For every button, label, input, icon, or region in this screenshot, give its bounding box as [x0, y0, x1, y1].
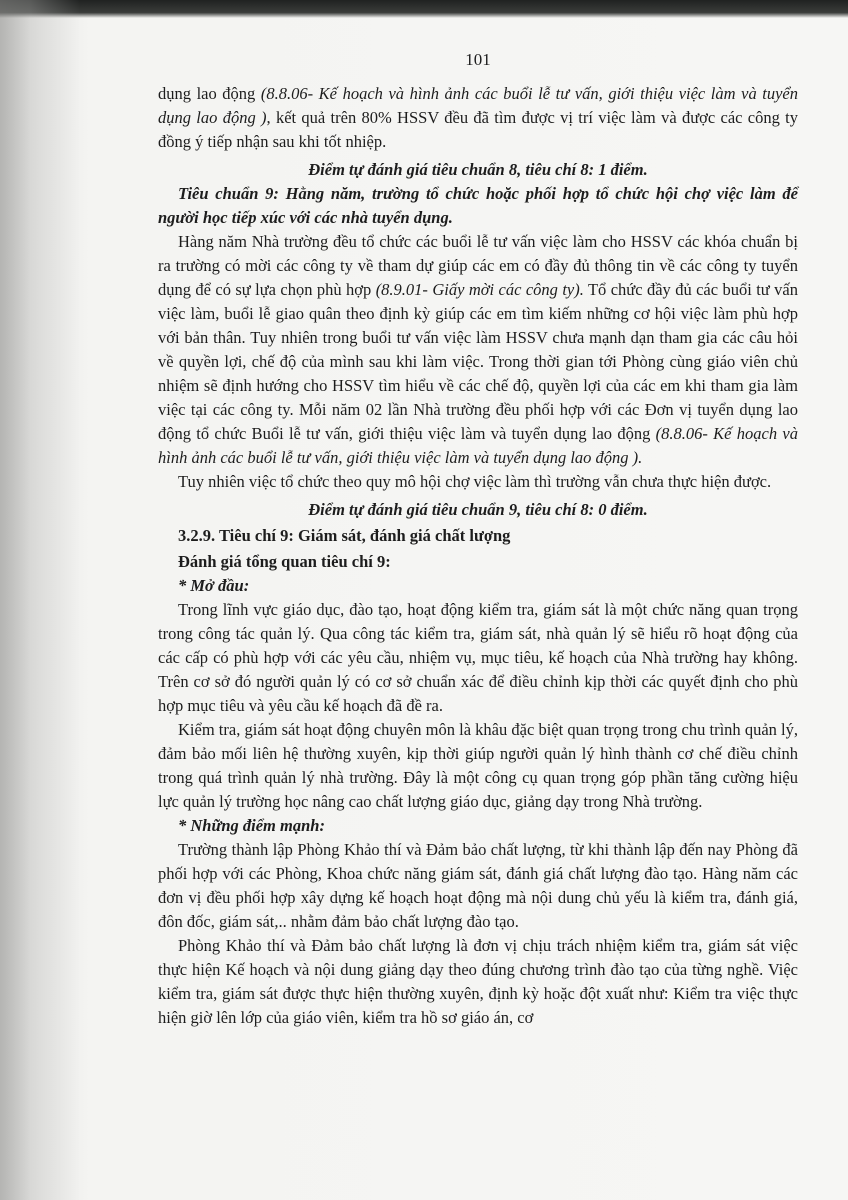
subsection-heading: * Những điểm mạnh: — [178, 816, 325, 835]
citation-text: (8.9.01- Giấy mời các công ty). — [375, 280, 584, 299]
scanner-edge — [0, 0, 848, 18]
self-assessment-score: Điểm tự đánh giá tiêu chuẩn 9, tiêu chí 8: 0 điểm. — [308, 500, 648, 519]
body-text: Tuy nhiên việc tổ chức theo quy mô hội chợ việc làm thì trường vẫn chưa thực hiện được. — [178, 472, 772, 491]
paragraph — [158, 230, 798, 470]
body-text: , kết quả trên 80% HSSV đều đã tìm được vị trí việc làm và được các công ty đồng ý tiếp nhận sau khi tốt nhiệp. — [158, 108, 798, 151]
body-text: dụng lao động — [158, 84, 261, 103]
section-heading: Đánh giá tổng quan tiêu chí 9: — [178, 552, 391, 571]
paragraph — [158, 718, 798, 814]
paragraph — [158, 470, 798, 494]
page-number: 101 — [465, 50, 491, 69]
paragraph — [158, 82, 798, 154]
body-text: Phòng Khảo thí và Đảm bảo chất lượng là đơn vị chịu trách nhiệm kiểm tra, giám sát việc thực hiện Kế hoạch và nội dung giảng dạy theo đúng chương trình đào tạo của từng nghề. Việc kiểm tra, giám sát được thực hiện thường xuyên, định kỳ hoặc đột xuất như: Kiểm tra việc thực hiện giờ lên lớp của giáo viên, kiểm tra hồ sơ giáo án, cơ — [158, 936, 798, 1027]
page-content — [158, 48, 798, 1030]
body-text: Trong lĩnh vực giáo dục, đào tạo, hoạt động kiểm tra, giám sát là một chức năng quan trọng trong công tác quản lý. Qua công tác kiểm tra, giám sát, nhà quản lý sẽ hiểu rõ hoạt động của các cấp có phù hợp với các yêu cầu, nhiệm vụ, mục tiêu, kế hoạch của Nhà trường hay không. Trên cơ sở đó người quản lý có cơ sở chuẩn xác để điều chỉnh kịp thời các quyết định cho phù hợp mục tiêu và yêu cầu kế hoạch đã đề ra. — [158, 600, 798, 715]
self-assessment-score: Điểm tự đánh giá tiêu chuẩn 8, tiêu chí 8: 1 điểm. — [308, 160, 648, 179]
body-text: Tổ chức đầy đủ các buổi tư vấn việc làm, buổi lễ giao quân theo định kỳ giúp các em tìm kiếm những cơ hội việc làm phù hợp với bản thân. Tuy nhiên trong buổi tư vấn việc làm HSSV chưa mạnh dạn tham gia các câu hỏi về quyền lợi, chế độ của mình sau khi làm việc. Trong thời gian tới Phòng cùng giáo viên chủ nhiệm sẽ định hướng cho HSSV tìm hiểu về các chế độ, quyền lợi của các em khi tham gia làm việc tại các công ty. Mỗi năm 02 lần Nhà trường đều phối hợp với các Đơn vị tuyển dụng lao động tổ chức Buổi lễ tư vấn, giới thiệu việc làm và tuyển dụng lao động — [158, 280, 798, 443]
body-text: Kiểm tra, giám sát hoạt động chuyên môn là khâu đặc biệt quan trọng trong chu trình quản lý, đảm bảo mối liên hệ thường xuyên, kịp thời giúp người quản lý hình thành cơ chế điều chỉnh trong quá trình quản lý nhà trường. Đây là một công cụ quan trọng góp phần tăng cường hiệu lực quản lý trường học nâng cao chất lượng giáo dục, giảng dạy trong Nhà trường. — [158, 720, 798, 811]
section-heading: 3.2.9. Tiêu chí 9: Giám sát, đánh giá chất lượng — [178, 526, 511, 545]
body-text: Hàng năm Nhà trường đều tổ chức các buổi lễ tư vấn việc làm cho HSSV các khóa chuẩn bị ra trường có mời các công ty về tham dự giúp các em có đầy đủ thông tin về các công ty tuyển dụng để có sự lựa chọn phù hợp — [158, 232, 798, 299]
subsection-heading: * Mở đầu: — [178, 576, 250, 595]
standard-heading: Tiêu chuẩn 9: Hằng năm, trường tổ chức hoặc phối hợp tổ chức hội chợ việc làm để người học tiếp xúc với các nhà tuyển dụng. — [158, 184, 798, 227]
book-gutter-shadow — [0, 0, 80, 1200]
citation-text: (8.8.06- Kế hoạch và hình ảnh các buổi lễ tư vấn, giới thiệu việc làm và tuyển dụng lao động ) — [158, 84, 798, 127]
body-text: Trường thành lập Phòng Khảo thí và Đảm bảo chất lượng, từ khi thành lập đến nay Phòng đã phối hợp với các Phòng, Khoa chức năng giám sát, đánh giá chất lượng đào tạo. Hàng năm các đơn vị đều phối hợp xây dựng kế hoạch hoạt động mà nội dung chủ yếu là kiểm tra, đánh giá, đôn đốc, giám sát,.. nhằm đảm bảo chất lượng đào tạo. — [158, 840, 798, 931]
text-body — [158, 82, 798, 1030]
citation-text: (8.8.06- Kế hoạch và hình ảnh các buổi lễ tư vấn, giới thiệu việc làm và tuyển dụng lao động ). — [158, 424, 798, 467]
paragraph — [158, 598, 798, 718]
paragraph — [158, 838, 798, 934]
paragraph — [158, 934, 798, 1030]
